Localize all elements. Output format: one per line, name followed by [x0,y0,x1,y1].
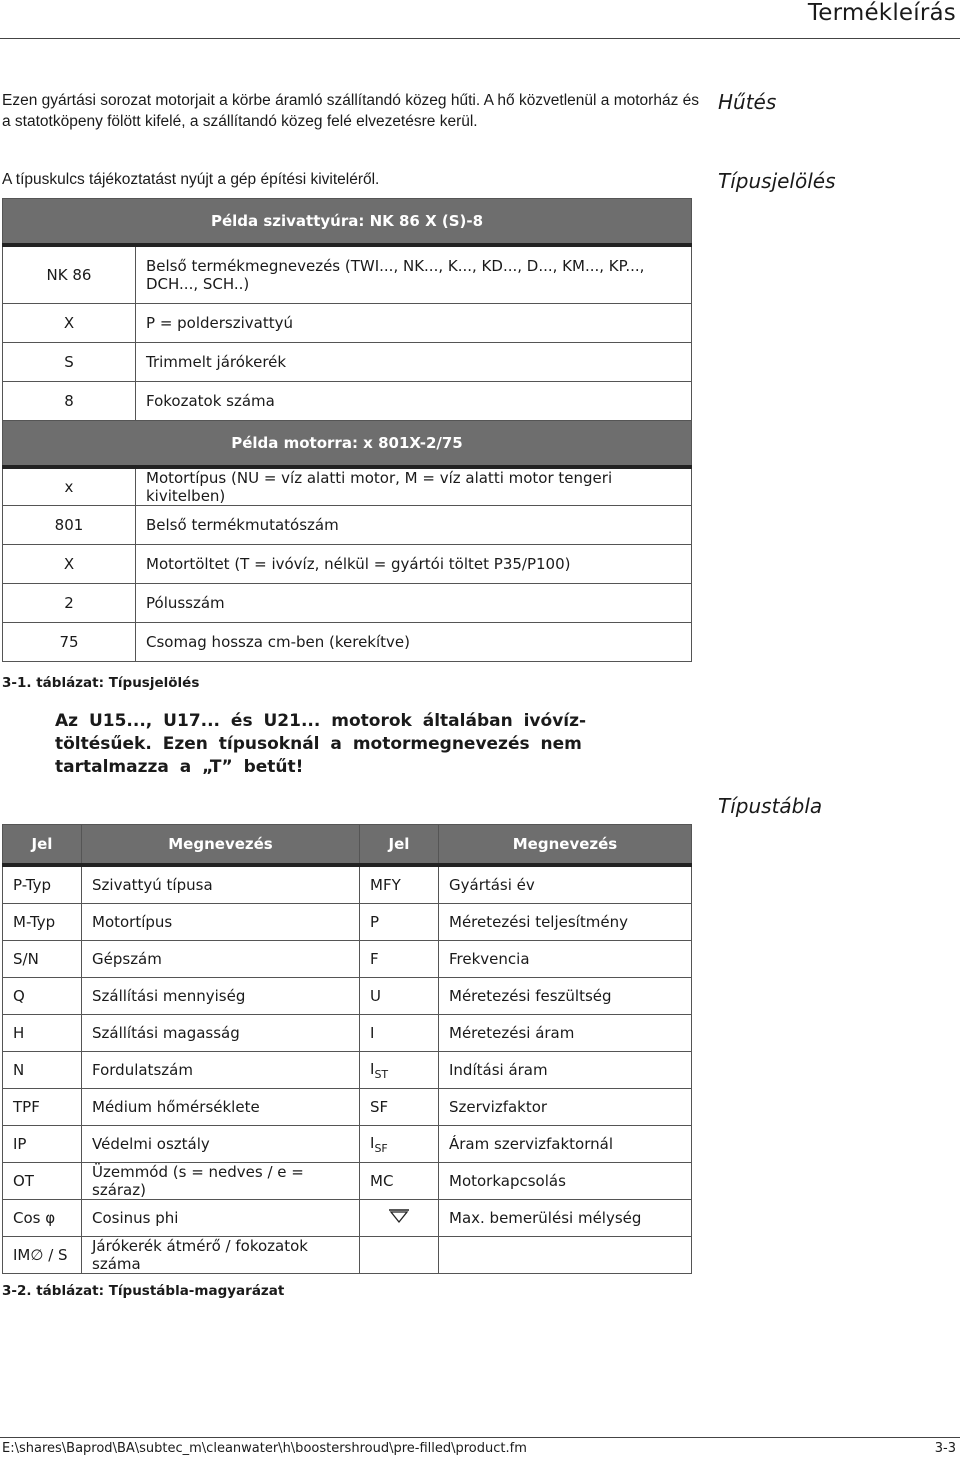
symbol-cell: H [3,1015,82,1052]
type-code: 8 [3,382,136,421]
symbol-text: P [370,913,380,931]
table-row [3,467,692,506]
table-row [3,584,692,623]
table-row [3,1015,692,1052]
table-row [3,506,692,545]
symbol-text: I [370,1059,375,1078]
name-cell [439,1237,692,1274]
name-cell: Áram szervizfaktornál [439,1126,692,1163]
table-row [3,1089,692,1126]
name-cell: Szállítási mennyiség [82,978,360,1015]
cooling-text: Ezen gyártási sorozat motorjait a körbe áramló szállítandó közeg hűti. A hő közvetlenül a motorház és a statotköpeny fölött kifelé, a szállítandó közeg felé elvezetésre kerül. [2,92,700,130]
name-cell: Gyártási év [439,865,692,904]
name-cell: Motortípus [82,904,360,941]
type-code: NK 86 [3,245,136,304]
symbol-cell: IP [3,1126,82,1163]
symbol-cell [360,978,439,1015]
name-cell: Indítási áram [439,1052,692,1089]
symbol-text: I [370,1133,375,1152]
symbol-cell: P-Typ [3,865,82,904]
table-caption-3-2: 3-2. táblázat: Típustábla-magyarázat [2,1283,285,1299]
symbol-subscript: ST [374,1067,389,1081]
symbol-cell [360,1163,439,1200]
footer-file-path: E:\shares\Baprod\BA\subtec_m\cleanwater\h\boostershroud\pre-filled\product.fm [2,1441,527,1456]
symbol-cell: S/N [3,941,82,978]
column-header-symbol: Jel [360,825,439,866]
symbol-cell: M-Typ [3,904,82,941]
name-cell: Frekvencia [439,941,692,978]
type-code: 801 [3,506,136,545]
symbol-text: F [370,950,379,968]
table-row [3,623,692,662]
table-caption-3-1: 3-1. táblázat: Típusjelölés [2,675,200,691]
nameplate-heading: Típustábla [718,794,823,818]
name-cell: Üzemmód (s = nedves / e = száraz) [82,1163,360,1200]
table-row [3,545,692,584]
type-description: Csomag hossza cm-ben (kerekítve) [136,623,692,662]
table-row [3,343,692,382]
name-cell: Max. bemerülési mélység [439,1200,692,1237]
symbol-cell: IM∅ / S [3,1237,82,1274]
type-code: 2 [3,584,136,623]
table-row [3,941,692,978]
name-cell: Gépszám [82,941,360,978]
symbol-subscript: SF [374,1141,388,1155]
type-code: X [3,304,136,343]
type-description: Belső termékmegnevezés (TWI..., NK..., K..., KD..., D..., KM..., KP..., DCH..., SCH..) [136,245,692,304]
symbol-cell [360,904,439,941]
type-description: Motortöltet (T = ivóvíz, nélkül = gyártói töltet P35/P100) [136,545,692,584]
type-code: 75 [3,623,136,662]
name-cell: Méretezési teljesítmény [439,904,692,941]
nameplate-table [2,824,692,1274]
symbol-cell [360,941,439,978]
symbol-text: MC [370,1172,394,1190]
symbol-cell: Q [3,978,82,1015]
table-row [3,1126,692,1163]
footer-page-number: 3-3 [934,1441,956,1456]
name-cell: Védelmi osztály [82,1126,360,1163]
type-description: Motortípus (NU = víz alatti motor, M = víz alatti motor tengeri kivitelben) [136,467,692,506]
type-description: P = polderszivattyú [136,304,692,343]
max-depth-symbol-icon [360,1200,439,1237]
pump-example-header: Példa szivattyúra: NK 86 X (S)-8 [3,199,692,245]
table-row [3,1200,692,1237]
symbol-cell: N [3,1052,82,1089]
symbol-text: MFY [370,876,401,894]
table-row [3,1052,692,1089]
name-cell: Járókerék átmérő / fokozatok száma [82,1237,360,1274]
table-row [3,1163,692,1200]
symbol-cell [360,1089,439,1126]
table-row [3,382,692,421]
type-description: Fokozatok száma [136,382,692,421]
column-header-symbol: Jel [3,825,82,866]
type-description: Pólusszám [136,584,692,623]
symbol-cell: TPF [3,1089,82,1126]
table-row [3,904,692,941]
name-cell: Fordulatszám [82,1052,360,1089]
symbol-text: I [370,1024,375,1042]
name-cell: Szállítási magasság [82,1015,360,1052]
symbol-cell: OT [3,1163,82,1200]
type-description: Belső termékmutatószám [136,506,692,545]
symbol-text: U [370,987,381,1005]
motor-note: Az U15..., U17... és U21... motorok általában ivóvíz-töltésűek. Ezen típusoknál a motormegnevezés nem tartalmazza a „T” betűt! [55,711,587,777]
name-cell: Szivattyú típusa [82,865,360,904]
name-cell: Médium hőmérséklete [82,1089,360,1126]
type-designation-heading: Típusjelölés [718,169,836,193]
symbol-cell [360,865,439,904]
type-code: x [3,467,136,506]
name-cell: Motorkapcsolás [439,1163,692,1200]
table-row [3,245,692,304]
symbol-cell [360,1052,439,1089]
column-header-name: Megnevezés [439,825,692,866]
motor-example-header: Példa motorra: x 801X-2/75 [3,421,692,467]
name-cell: Szervizfaktor [439,1089,692,1126]
type-description: Trimmelt járókerék [136,343,692,382]
name-cell: Méretezési áram [439,1015,692,1052]
column-header-name: Megnevezés [82,825,360,866]
type-designation-table [2,198,692,662]
symbol-cell [360,1015,439,1052]
table-row [3,304,692,343]
page-header-title: Termékleírás [807,0,956,26]
table-row [3,1237,692,1274]
symbol-cell [360,1126,439,1163]
type-code: S [3,343,136,382]
table-row [3,865,692,904]
footer-rule [0,1437,960,1438]
header-rule [0,38,960,39]
symbol-cell: Cos φ [3,1200,82,1237]
type-code: X [3,545,136,584]
name-cell: Méretezési feszültség [439,978,692,1015]
type-intro-text: A típuskulcs tájékoztatást nyújt a gép építési kiviteléről. [2,171,380,188]
cooling-heading: Hűtés [718,90,777,114]
name-cell: Cosinus phi [82,1200,360,1237]
table-row [3,978,692,1015]
symbol-text: SF [370,1098,389,1116]
symbol-cell [360,1237,439,1274]
